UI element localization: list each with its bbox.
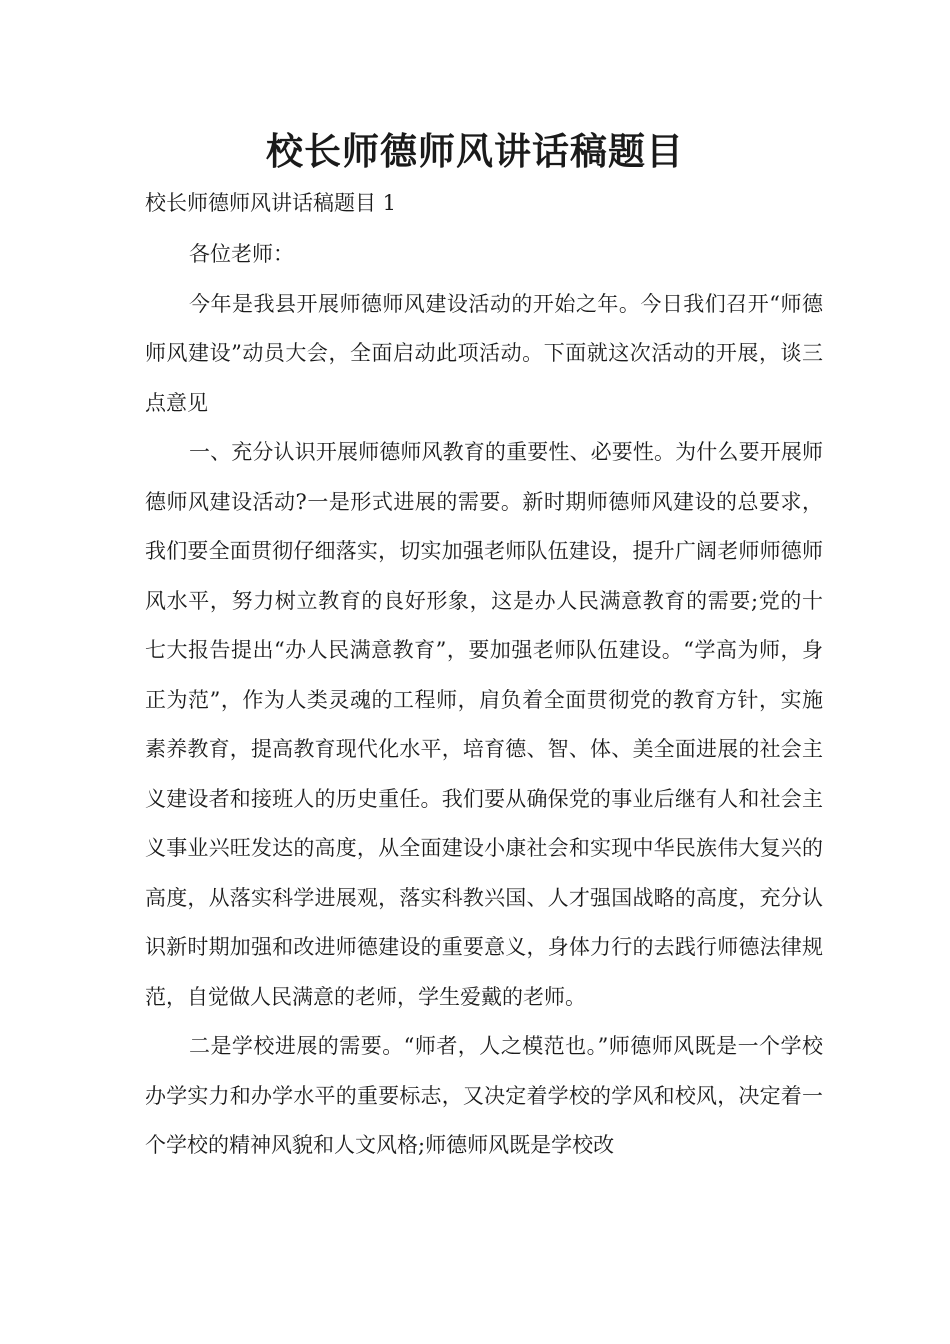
paragraph-point-two: 二是学校进展的需要。“师者，人之模范也。”师德师风既是一个学校办学实力和办学水平的重要标志，又决定着学校的学风和校风，决定着一个学校的精神风貌和人文风格;师德师风既是学校改 — [145, 1034, 823, 1157]
paragraph-intro: 今年是我县开展师德师风建设活动的开始之年。今日我们召开“师德师风建设”动员大会，全面启动此项活动。下面就这次活动的开展，谈三点意见 — [145, 291, 823, 415]
document-body — [145, 230, 823, 1171]
document-title: 校长师德师风讲话稿题目 — [266, 130, 684, 173]
paragraph-point-one: 一、充分认识开展师德师风教育的重要性、必要性。为什么要开展师德师风建设活动?一是形式进展的需要。新时期师德师风建设的总要求，我们要全面贯彻仔细落实，切实加强老师队伍建设，提升广阔老师师德师风水平，努力树立教育的良好形象，这是办人民满意教育的需要;党的十七大报告提出“办人民满意教育”，要加强老师队伍建设。“学高为师，身正为范”，作为人类灵魂的工程师，肩负着全面贯彻党的教育方针，实施素养教育，提高教育现代化水平，培育德、智、体、美全面进展的社会主义建设者和接班人的历史重任。我们要从确保党的事业后继有人和社会主义事业兴旺发达的高度，从全面建设小康社会和实现中华民族伟大复兴的高度，从落实科学进展观，落实科教兴国、人才强国战略的高度，充分认识新时期加强和改进师德建设的重要意义，身体力行的去践行师德法律规范，自觉做人民满意的老师，学生爱戴的老师。 — [145, 440, 823, 1009]
paragraph-greeting: 各位老师： — [189, 242, 294, 266]
document-subtitle: 校长师德师风讲话稿题目 1 — [145, 191, 397, 215]
